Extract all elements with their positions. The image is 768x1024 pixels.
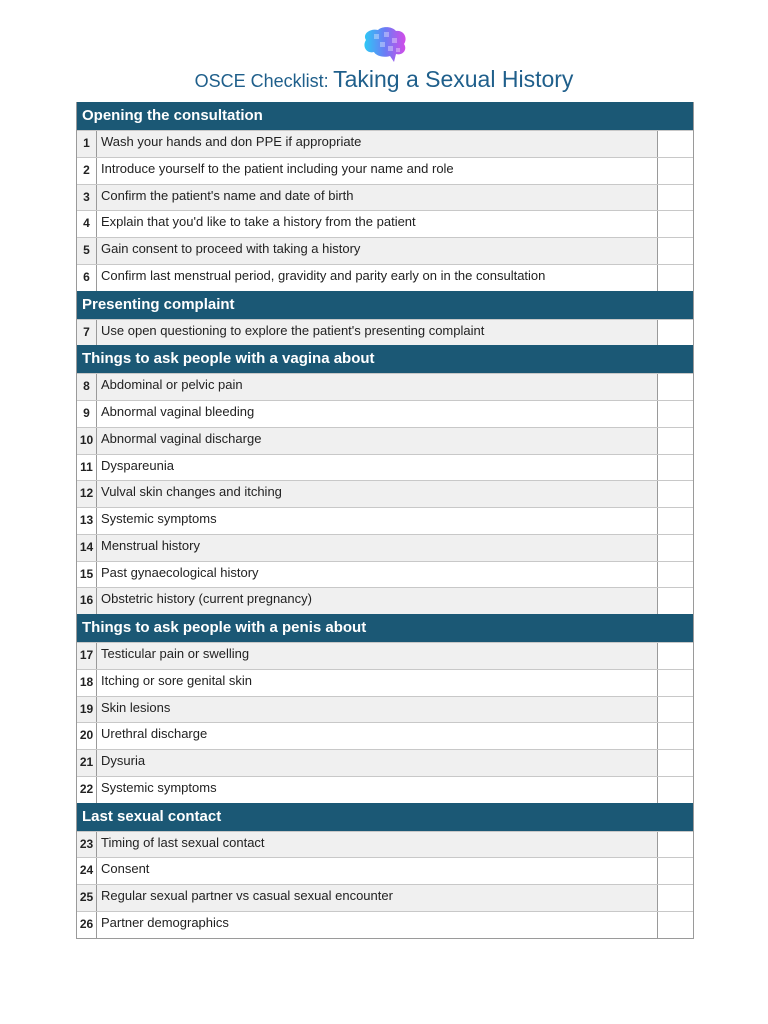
item-number: 12 <box>77 481 97 507</box>
item-text: Partner demographics <box>101 914 229 930</box>
item-number: 22 <box>77 777 97 803</box>
item-number: 15 <box>77 562 97 588</box>
item-text: Itching or sore genital skin <box>101 672 253 688</box>
item-text: Past gynaecological history <box>101 564 259 580</box>
item-checkbox[interactable] <box>657 185 693 211</box>
checklist-row <box>77 722 693 749</box>
checklist-row <box>77 157 693 184</box>
section-header: Last sexual contact <box>77 803 693 831</box>
checklist-row <box>77 911 693 938</box>
item-text: Abdominal or pelvic pain <box>101 377 243 393</box>
item-checkbox[interactable] <box>657 858 693 884</box>
item-checkbox[interactable] <box>657 697 693 723</box>
item-text: Abnormal vaginal bleeding <box>101 404 255 419</box>
item-number: 25 <box>77 885 97 911</box>
item-text: Gain consent to proceed with taking a history <box>101 241 361 256</box>
checklist-row <box>77 534 693 561</box>
brain-logo-icon <box>360 26 410 66</box>
checklist-row <box>77 561 693 588</box>
item-text: Timing of last sexual contact <box>101 834 265 850</box>
item-checkbox[interactable] <box>657 401 693 427</box>
checklist-row <box>77 130 693 157</box>
checklist-table <box>76 102 694 939</box>
item-number: 24 <box>77 858 97 884</box>
checklist-row <box>77 237 693 264</box>
checklist-row <box>77 507 693 534</box>
item-checkbox[interactable] <box>657 777 693 803</box>
item-number: 2 <box>77 158 97 184</box>
checklist-row <box>77 264 693 291</box>
item-checkbox[interactable] <box>657 723 693 749</box>
checklist-row <box>77 587 693 614</box>
item-number: 26 <box>77 912 97 938</box>
item-text: Explain that you'd like to take a history from the patient <box>101 214 416 230</box>
item-checkbox[interactable] <box>657 320 693 346</box>
item-number: 18 <box>77 670 97 696</box>
item-checkbox[interactable] <box>657 588 693 614</box>
item-text: Introduce yourself to the patient including your name and role <box>101 160 454 176</box>
item-text: Wash your hands and don PPE if appropriate <box>101 134 362 149</box>
checklist-row <box>77 642 693 669</box>
checklist-row <box>77 210 693 237</box>
item-checkbox[interactable] <box>657 455 693 481</box>
item-number: 6 <box>77 265 97 291</box>
item-text: Confirm last menstrual period, gravidity and parity early on in the consultation <box>101 267 546 283</box>
checklist-row <box>77 749 693 776</box>
item-text: Skin lesions <box>101 699 171 715</box>
item-checkbox[interactable] <box>657 158 693 184</box>
checklist-row <box>77 776 693 803</box>
item-number: 5 <box>77 238 97 264</box>
item-text: Menstrual history <box>101 537 200 553</box>
checklist-row <box>77 696 693 723</box>
item-checkbox[interactable] <box>657 131 693 157</box>
title-main: Taking a Sexual History <box>333 66 574 92</box>
item-text: Confirm the patient's name and date of birth <box>101 187 354 203</box>
item-checkbox[interactable] <box>657 562 693 588</box>
item-text: Dysuria <box>101 753 146 768</box>
item-number: 14 <box>77 535 97 561</box>
item-checkbox[interactable] <box>657 885 693 911</box>
item-number: 10 <box>77 428 97 454</box>
item-text: Systemic symptoms <box>101 779 217 795</box>
checklist-row <box>77 884 693 911</box>
checklist-row <box>77 669 693 696</box>
item-text: Regular sexual partner vs casual sexual encounter <box>101 888 393 903</box>
checklist-row <box>77 184 693 211</box>
item-number: 8 <box>77 374 97 400</box>
item-checkbox[interactable] <box>657 238 693 264</box>
item-number: 19 <box>77 697 97 723</box>
checklist-row <box>77 454 693 481</box>
item-checkbox[interactable] <box>657 535 693 561</box>
item-checkbox[interactable] <box>657 481 693 507</box>
item-text: Use open questioning to explore the patient's presenting complaint <box>101 322 485 338</box>
item-number: 7 <box>77 320 97 346</box>
item-text: Consent <box>101 861 150 877</box>
item-checkbox[interactable] <box>657 428 693 454</box>
item-text: Vulval skin changes and itching <box>101 484 282 500</box>
item-checkbox[interactable] <box>657 832 693 858</box>
item-text: Obstetric history (current pregnancy) <box>101 591 312 607</box>
checklist-row <box>77 400 693 427</box>
section-header: Opening the consultation <box>77 102 693 130</box>
item-number: 9 <box>77 401 97 427</box>
checklist-row <box>77 480 693 507</box>
item-text: Systemic symptoms <box>101 511 217 526</box>
checklist-row <box>77 831 693 858</box>
item-number: 1 <box>77 131 97 157</box>
checklist-row <box>77 373 693 400</box>
section-header: Things to ask people with a penis about <box>77 614 693 642</box>
item-checkbox[interactable] <box>657 750 693 776</box>
item-number: 11 <box>77 455 97 481</box>
item-checkbox[interactable] <box>657 508 693 534</box>
item-number: 17 <box>77 643 97 669</box>
checklist-row <box>77 427 693 454</box>
item-checkbox[interactable] <box>657 265 693 291</box>
checklist-row <box>77 319 693 346</box>
item-number: 21 <box>77 750 97 776</box>
item-checkbox[interactable] <box>657 211 693 237</box>
title-prefix: OSCE Checklist: <box>194 71 329 91</box>
item-checkbox[interactable] <box>657 670 693 696</box>
item-checkbox[interactable] <box>657 374 693 400</box>
item-checkbox[interactable] <box>657 643 693 669</box>
item-number: 3 <box>77 185 97 211</box>
item-number: 4 <box>77 211 97 237</box>
item-text: Dyspareunia <box>101 457 174 473</box>
item-text: Testicular pain or swelling <box>101 646 250 661</box>
page-title <box>0 66 768 93</box>
item-number: 23 <box>77 832 97 858</box>
section-header: Things to ask people with a vagina about <box>77 345 693 373</box>
item-text: Urethral discharge <box>101 726 208 742</box>
checklist-row <box>77 857 693 884</box>
item-checkbox[interactable] <box>657 912 693 938</box>
item-text: Abnormal vaginal discharge <box>101 430 262 446</box>
item-number: 20 <box>77 723 97 749</box>
item-number: 16 <box>77 588 97 614</box>
item-number: 13 <box>77 508 97 534</box>
section-header: Presenting complaint <box>77 291 693 319</box>
